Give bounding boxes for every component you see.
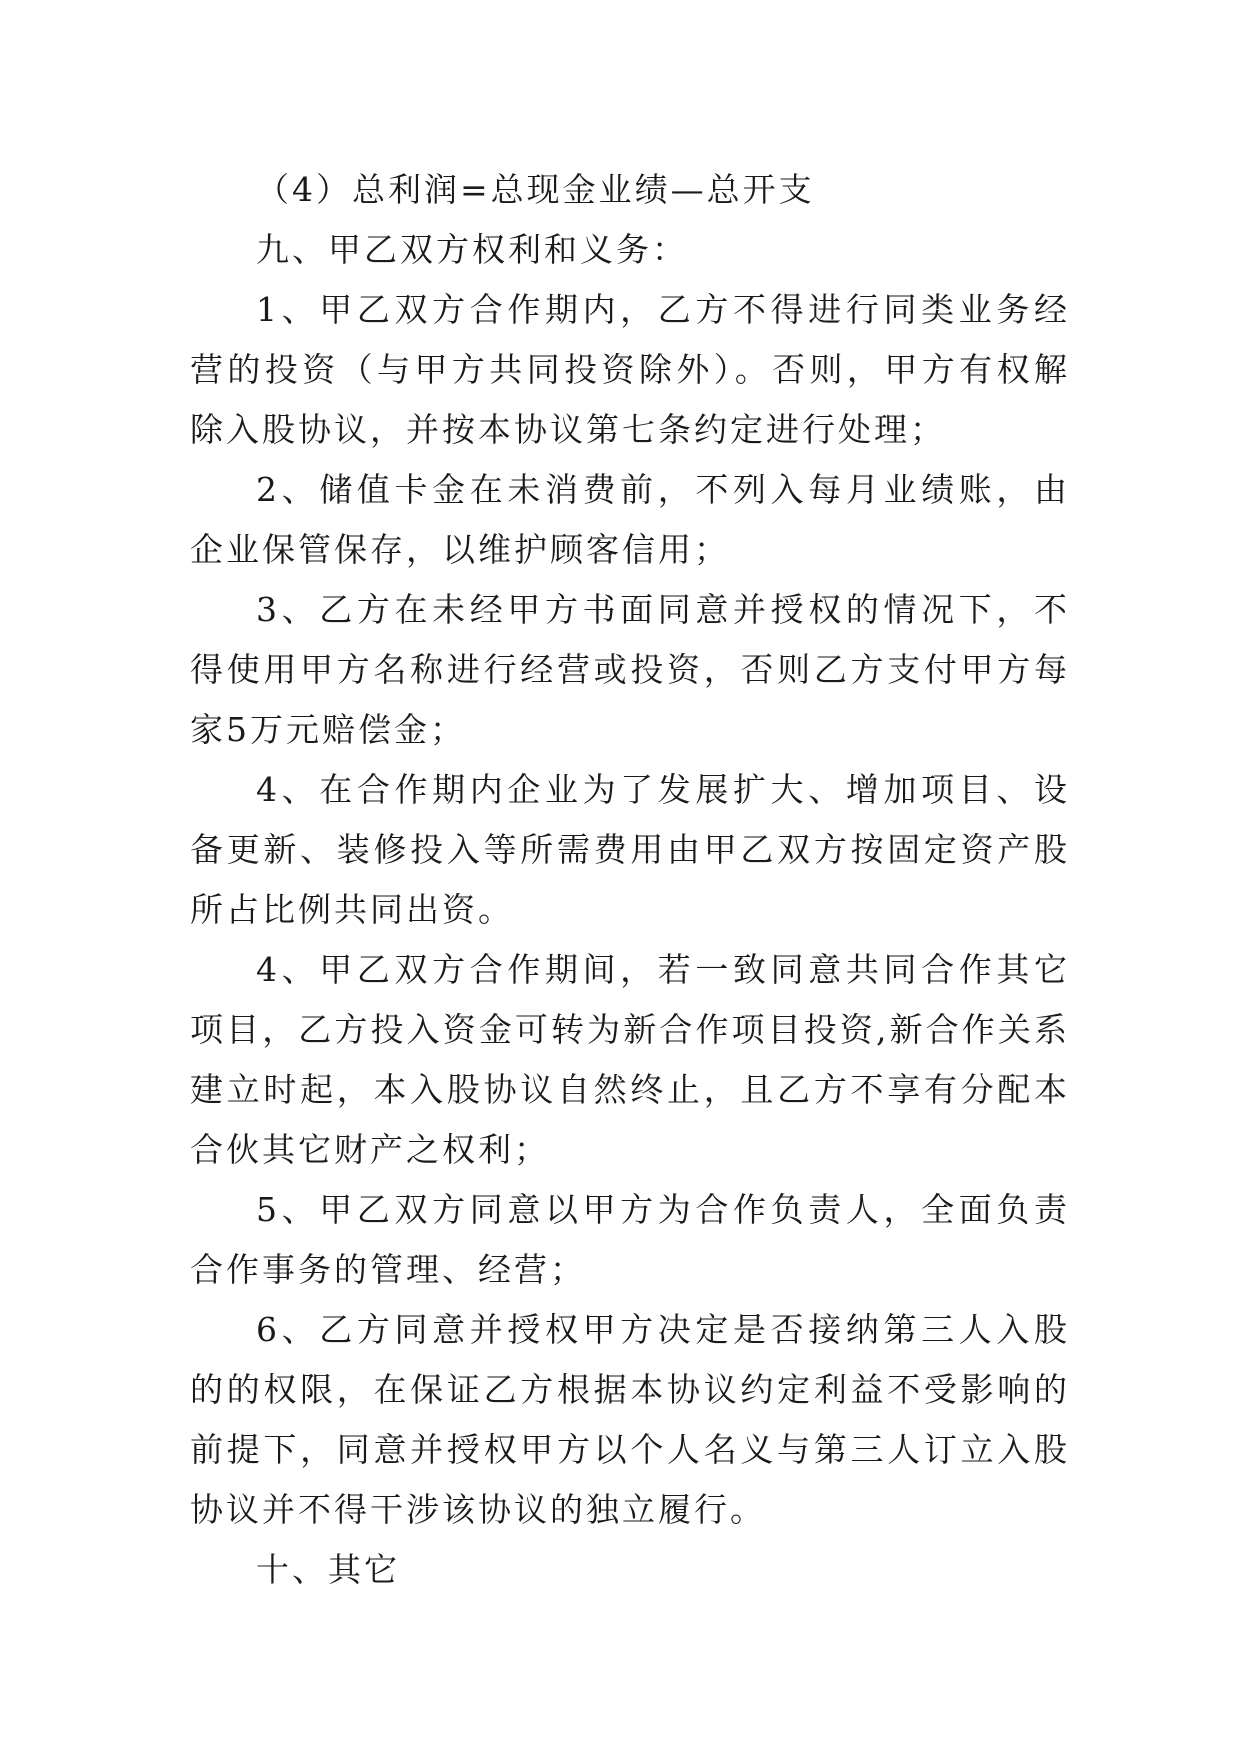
- clause-4b: 4、甲乙双方合作期间，若一致同意共同合作其它项目，乙方投入资金可转为新合作项目投资,新合作关系建立时起，本入股协议自然终止，且乙方不享有分配本合伙其它财产之权利；: [190, 950, 1070, 1169]
- section-heading-rights-obligations: 九、甲乙双方权利和义务：: [256, 230, 688, 269]
- clause-3: 3、乙方在未经甲方书面同意并授权的情况下，不得使用甲方名称进行经营或投资，否则乙方支付甲方每家5万元赔偿金；: [190, 590, 1070, 749]
- clause-1: 1、甲乙双方合作期内，乙方不得进行同类业务经营的投资（与甲方共同投资除外）。否则，甲方有权解除入股协议，并按本协议第七条约定进行处理；: [190, 290, 1070, 449]
- clause-2: 2、储值卡金在未消费前，不列入每月业绩账，由企业保管保存，以维护顾客信用；: [190, 470, 1070, 569]
- clause-5: 5、甲乙双方同意以甲方为合作负责人，全面负责合作事务的管理、经营；: [190, 1190, 1070, 1289]
- paragraph-profit-formula: （4）总利润=总现金业绩—总开支: [256, 170, 815, 209]
- section-heading-other: 十、其它: [256, 1550, 400, 1589]
- clause-4a: 4、在合作期内企业为了发展扩大、增加项目、设备更新、装修投入等所需费用由甲乙双方按固定资产股所占比例共同出资。: [190, 770, 1070, 929]
- document-body: [190, 160, 1070, 1600]
- clause-6: 6、乙方同意并授权甲方决定是否接纳第三人入股的的权限，在保证乙方根据本协议约定利益不受影响的前提下，同意并授权甲方以个人名义与第三人订立入股协议并不得干涉该协议的独立履行。: [190, 1310, 1070, 1529]
